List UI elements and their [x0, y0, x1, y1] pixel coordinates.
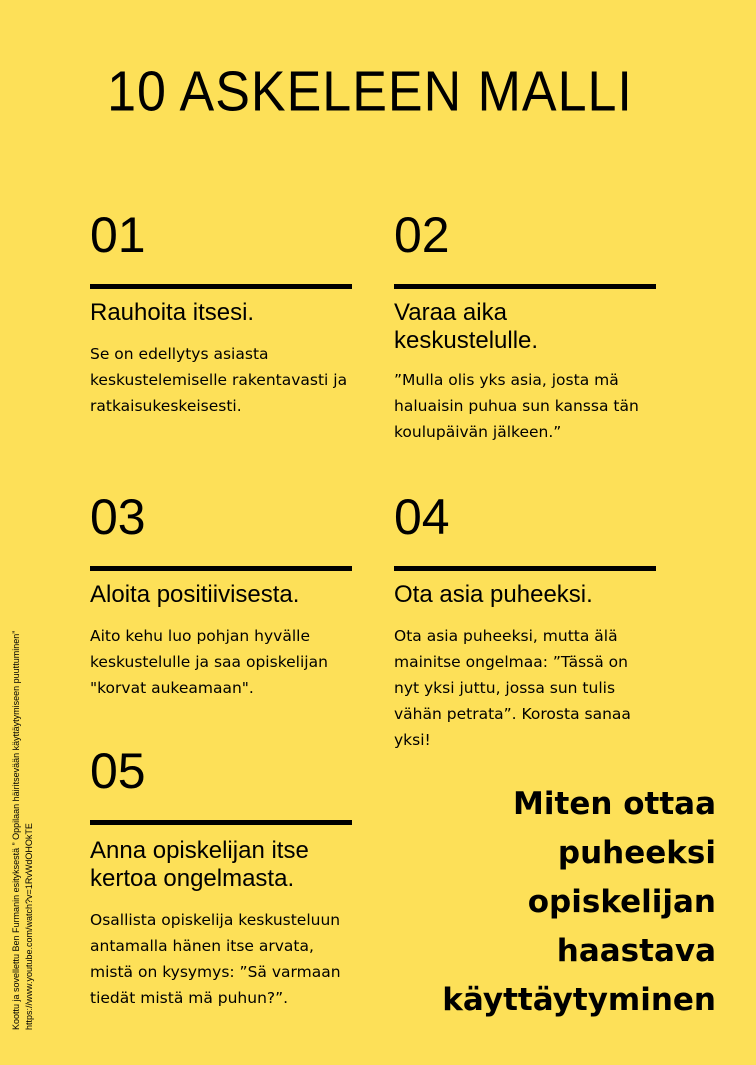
step-body: Osallista opiskelija keskusteluun antamalla hänen itse arvata, mistä on kysymys: ”Sä varmaan tiedät mistä mä puhun?”.	[90, 911, 341, 1007]
step-01	[90, 207, 352, 419]
step-heading: Aloita positiivisesta.	[90, 581, 300, 608]
step-number: 02	[394, 207, 450, 263]
divider	[394, 284, 656, 289]
step-body: Aito kehu luo pohjan hyvälle keskustelulle ja saa opiskelijan "korvat aukeamaan".	[90, 627, 328, 697]
source-credit: Koottu ja sovellettu Ben Furmanin esityksestä ” Oppilaan häiritsevään käyttäytymiseen puuttuminen” https://www.youtube.com/watch?v=1RvWdOHOkTE	[11, 630, 34, 1030]
step-body: Ota asia puheeksi, mutta älä mainitse ongelmaa: ”Tässä on nyt yksi juttu, jossa sun tulis vähän petrata”. Korosta sanaa yksi!	[394, 627, 631, 749]
step-number: 01	[90, 207, 146, 263]
step-heading: Ota asia puheeksi.	[394, 581, 593, 608]
divider	[394, 566, 656, 571]
divider	[90, 284, 352, 289]
step-body: Se on edellytys asiasta keskustelemiselle rakentavasti ja ratkaisukeskeisesti.	[90, 345, 348, 415]
step-03	[90, 489, 352, 701]
tagline: Miten ottaa puheeksi opiskelijan haastava käyttäytyminen	[442, 786, 716, 1018]
step-number: 05	[90, 743, 146, 799]
step-heading: Varaa aika keskustelulle.	[394, 299, 539, 354]
divider	[90, 566, 352, 571]
step-02	[394, 207, 656, 445]
step-number: 04	[394, 489, 450, 545]
step-number: 03	[90, 489, 146, 545]
step-heading: Rauhoita itsesi.	[90, 299, 255, 326]
step-05	[90, 743, 352, 1011]
step-body: ”Mulla olis yks asia, josta mä haluaisin puhua sun kanssa tän koulupäivän jälkeen.”	[394, 371, 639, 441]
step-04	[394, 489, 656, 753]
step-heading: Anna opiskelijan itse kertoa ongelmasta.	[90, 837, 309, 892]
divider	[90, 820, 352, 825]
page-title: 10 ASKELEEN MALLI	[107, 60, 633, 124]
